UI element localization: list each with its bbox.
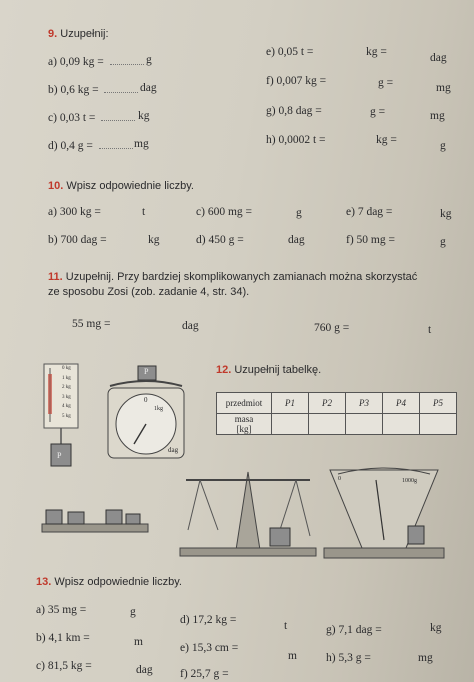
item-label: a) (48, 56, 57, 68)
ex9-unit-c: kg (138, 110, 150, 122)
ex13-unit-b: m (134, 636, 143, 648)
column-header: P3 (346, 393, 383, 414)
column-header: P1 (272, 393, 309, 414)
ex12-number: 12. (216, 364, 232, 376)
table-row (217, 414, 457, 435)
ex10-number: 10. (48, 180, 64, 192)
ex10-unit-d: dag (288, 234, 305, 246)
ex9-item-b (48, 82, 141, 96)
ex10-item-b: b) 700 dag = (48, 234, 107, 246)
ex9-item-f (266, 75, 326, 87)
ex11-instruction (48, 270, 417, 300)
item-label: d) (48, 140, 58, 152)
item-label: b) (48, 84, 58, 96)
ex13-item-g: g) 7,1 dag = (326, 624, 382, 636)
ex12-table (216, 392, 457, 435)
dial-weight-label: P (144, 367, 149, 376)
row-header: przedmiot (217, 393, 272, 414)
item-text: 0,6 kg = (60, 84, 99, 96)
spring-scale-labels: 0 kg 1 kg 2 kg 3 kg 4 kg 5 kg (62, 366, 71, 419)
ex10-item-d: d) 450 g = (196, 234, 244, 246)
ex11-item-2: 760 g = (314, 322, 350, 334)
item-label: e) (266, 46, 275, 58)
ex10-unit-a: t (142, 206, 146, 218)
ex10-header (48, 180, 194, 192)
answer-cell[interactable] (420, 414, 457, 435)
ex13-unit-a: g (130, 606, 136, 618)
ex9-item-h (266, 134, 326, 146)
ex11-unit-2: t (428, 324, 432, 336)
item-label: c) (48, 112, 57, 124)
ex9-item-a (48, 54, 147, 68)
ex13-item-d: d) 17,2 kg = (180, 614, 237, 626)
ex13-item-a: a) 35 mg = (36, 604, 87, 616)
row-header: masa [kg] (217, 414, 272, 435)
ex9-item-d (48, 138, 136, 152)
ex9-item-e (266, 46, 313, 58)
gauge-scale-figure (322, 460, 446, 560)
ex12-header (216, 364, 321, 376)
ex11-line2: ze sposobu Zosi (zob. zadanie 4, str. 34). (48, 286, 250, 298)
column-header: P4 (383, 393, 420, 414)
ex9-unit-g2: mg (430, 110, 445, 122)
ex13-header (36, 576, 182, 588)
ex10-item-f: f) 50 mg = (346, 234, 395, 246)
ex13-item-f: f) 25,7 g = (180, 668, 229, 680)
item-text: 0,03 t = (59, 112, 96, 124)
ex12-title: Uzupełnij tabelkę. (234, 364, 322, 376)
item-label: h) (266, 134, 276, 146)
ex13-title: Wpisz odpowiednie liczby. (54, 576, 182, 588)
ex9-header (48, 28, 109, 40)
ex10-unit-f: g (440, 236, 446, 248)
table-row (217, 393, 457, 414)
ex13-unit-e: m (288, 650, 297, 662)
ex13-unit-g: kg (430, 622, 442, 634)
two-pan-balance-figure (178, 470, 318, 558)
ex10-item-e: e) 7 dag = (346, 206, 393, 218)
item-label: f) (266, 75, 274, 87)
item-text: 0,007 kg = (276, 75, 327, 87)
ex9-item-c (48, 110, 138, 124)
item-label: g) (266, 105, 276, 117)
column-header: P5 (420, 393, 457, 414)
item-text: 0,05 t = (277, 46, 314, 58)
answer-blank[interactable] (104, 82, 138, 93)
ex9-unit-b: dag (140, 82, 157, 94)
ex13-item-h: h) 5,3 g = (326, 652, 371, 664)
ex11-line1: Uzupełnij. Przy bardziej skomplikowanych zamianach można skorzystać (65, 271, 418, 283)
ex10-unit-e: kg (440, 208, 452, 220)
answer-blank[interactable] (99, 138, 133, 149)
ex11-number: 11. (48, 271, 63, 283)
ex9-unit-a: g (146, 54, 152, 66)
answer-cell[interactable] (383, 414, 420, 435)
ex9-unit-g1: g = (370, 106, 386, 118)
ex10-item-c: c) 600 mg = (196, 206, 252, 218)
dial-mark-label: 1kg (154, 406, 163, 412)
ex9-unit-h1: kg = (376, 134, 397, 146)
column-header: P2 (309, 393, 346, 414)
item-text: 0,8 dag = (278, 105, 322, 117)
item-text: 0,09 kg = (59, 56, 104, 68)
ex10-title: Wpisz odpowiednie liczby. (66, 180, 194, 192)
ex13-item-c: c) 81,5 kg = (36, 660, 92, 672)
ex11-unit-1: dag (182, 320, 199, 332)
ex13-item-b: b) 4,1 km = (36, 632, 90, 644)
answer-blank[interactable] (101, 110, 135, 121)
ex10-item-a: a) 300 kg = (48, 206, 101, 218)
item-text: 0,4 g = (60, 140, 93, 152)
ex9-unit-f1: g = (378, 77, 394, 89)
ex9-unit-h2: g (440, 140, 446, 152)
ex13-number: 13. (36, 576, 52, 588)
ex11-item-1: 55 mg = (72, 318, 111, 330)
answer-cell[interactable] (346, 414, 383, 435)
ex13-unit-h: mg (418, 652, 433, 664)
gauge-left-label: 0 (338, 476, 341, 482)
ex9-unit-e2: dag (430, 52, 447, 64)
ex13-unit-d: t (284, 620, 288, 632)
ex13-unit-c: dag (136, 664, 153, 676)
ex9-number: 9. (48, 28, 58, 40)
ex10-unit-c: g (296, 207, 302, 219)
balance-weights-figure (40, 496, 152, 548)
ex10-unit-b: kg (148, 234, 160, 246)
ex9-item-g (266, 105, 322, 117)
dial-top-label: 0 (144, 396, 148, 404)
ex13-item-e: e) 15,3 cm = (180, 642, 239, 654)
answer-cell[interactable] (309, 414, 346, 435)
ex9-unit-d: mg (134, 138, 149, 150)
item-text: 0,0002 t = (278, 134, 326, 146)
answer-blank[interactable] (110, 54, 144, 65)
ex9-unit-e1: kg = (366, 46, 387, 58)
ex9-title: Uzupełnij: (60, 28, 109, 40)
answer-cell[interactable] (272, 414, 309, 435)
weight-label: P (57, 451, 62, 460)
ex9-unit-f2: mg (436, 82, 451, 94)
gauge-right-label: 1000g (402, 478, 417, 484)
dial-unit-label: dag (168, 446, 179, 454)
